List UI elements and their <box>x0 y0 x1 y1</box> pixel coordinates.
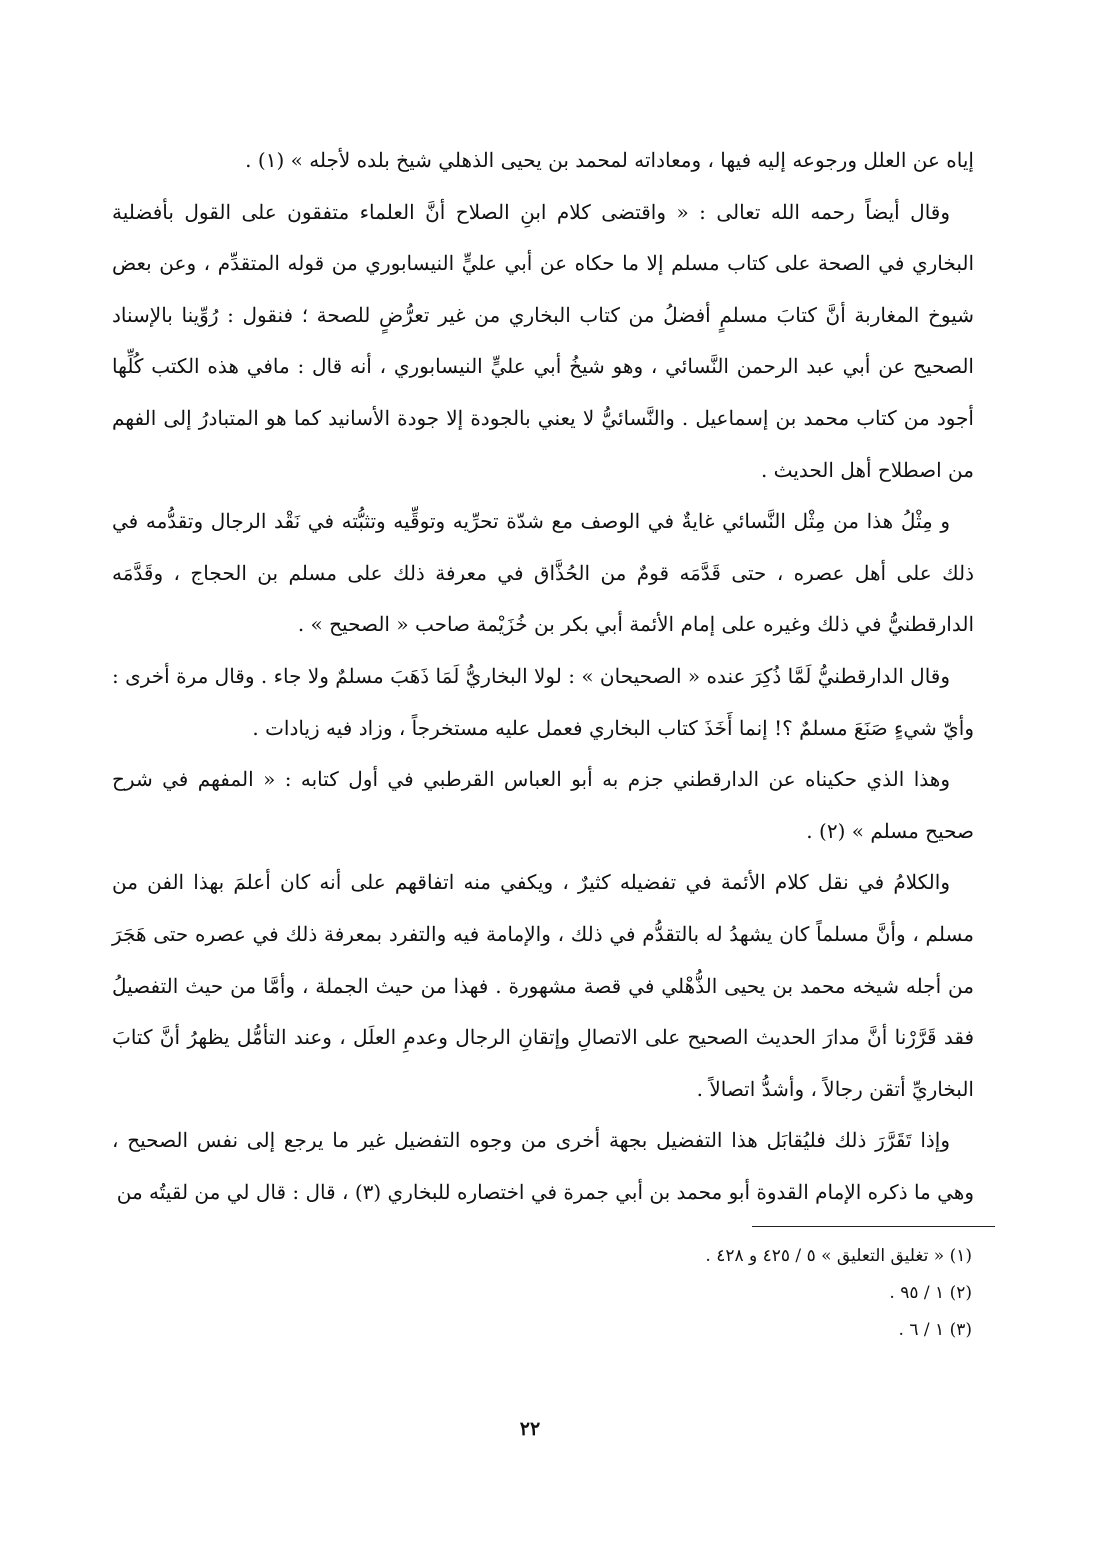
paragraph: وقال الدارقطنيُّ لَمَّا ذُكِرَ عنده « الصحيحان » : لولا البخاريُّ لَمَا ذَهَبَ مسلمٌ ولا جاء . وقال مرة أخرى : وأيّ شيءٍ صَنَعَ مسلمٌ ؟! إنما أَخَذَ كتاب البخاري فعمل عليه مستخرجاً ، وزاد فيه زيادات . <box>112 663 974 740</box>
paragraph-continuation: إياه عن العلل ورجوعه إليه فيها ، ومعاداته لمحمد بن يحيى الذهلي شيخ بلده لأجله » (١) . <box>245 148 974 172</box>
paragraph: وإذا تَقَرَّرَ ذلك فليُقابَل هذا التفضيل بجهة أخرى من وجوه التفضيل غير ما يرجع إلى نفس الصحيح ، وهي ما ذكره الإمام القدوة أبو محمد بن أبي جمرة في اختصاره للبخاري (٣) ، قال : قال لي من لقيتُه من <box>112 1128 974 1204</box>
footnote-2: (٢) ١ / ٩٥ . <box>889 1283 972 1303</box>
footnote-divider <box>752 1226 995 1227</box>
footnote-3: (٣) ١ / ٦ . <box>898 1320 972 1340</box>
footnote-1: (١) « تغليق التعليق » ٥ / ٤٢٥ و ٤٢٨ . <box>705 1246 972 1266</box>
page-number: ٢٢ <box>519 1418 541 1440</box>
footnotes <box>560 1238 972 1349</box>
paragraph: والكلامُ في نقل كلام الأئمة في تفضيله كثيرٌ ، ويكفي منه اتفاقهم على أنه كان أعلمَ بهذا الفن من مسلم ، وأنَّ مسلماً كان يشهدُ له بالتقدُّم في ذلك ، والإمامة فيه والتفرد بمعرفة ذلك في عصره حتى هَجَرَ من أجله شيخه محمد بن يحيى الذُّهْلي في قصة مشهورة . فهذا من حيث الجملة ، وأمَّا من حيث التفصيلُ فقد قَرَّرْنا أنَّ مدارَ الحديث الصحيح على الاتصالِ وإتقانِ الرجال وعدمِ العلَل ، وعند التأمُّل يظهرُ أنَّ كتابَ البخاريِّ أتقن رجالاً ، وأشدُّ اتصالاً . <box>112 870 974 1101</box>
paragraph: وهذا الذي حكيناه عن الدارقطني جزم به أبو العباس القرطبي في أول كتابه : « المفهم في شرح صحيح مسلم » (٢) . <box>112 767 974 843</box>
paragraph: وقال أيضاً رحمه الله تعالى : « واقتضى كلام ابنِ الصلاح أنَّ العلماء متفقون على القول بأفضلية البخاري في الصحة على كتاب مسلم إلا ما حكاه عن أبي عليٍّ النيسابوري من قوله المتقدِّم ، وعن بعض شيوخ المغاربة أنَّ كتابَ مسلمٍ أفضلُ من كتاب البخاري من غير تعرُّضٍ للصحة ؛ فنقول : رُوِّينا بالإسناد الصحيح عن أبي عبد الرحمن النَّسائي ، وهو شيخُ أبي عليٍّ النيسابوري ، أنه قال : مافي هذه الكتب كُلِّها أجود من كتاب محمد بن إسماعيل . والنَّسائيُّ لا يعني بالجودة إلا جودة الأسانيد كما هو المتبادرُ إلى الفهم من اصطلاح أهل الحديث . <box>112 199 974 482</box>
paragraph: و مِثْلُ هذا من مِثْل النَّسائي غايةٌ في الوصف مع شدّة تحرِّيه وتوقِّيه وتثبُّته في نَقْد الرجال وتقدُّمه في ذلك على أهل عصره ، حتى قَدَّمَه قومٌ من الحُذَّاق في معرفة ذلك على مسلم بن الحجاج ، وقَدَّمَه الدارقطنيُّ في ذلك وغيره على إمام الأئمة أبي بكر بن خُزَيْمة صاحب « الصحيح » . <box>112 509 974 637</box>
main-text <box>112 135 974 1218</box>
